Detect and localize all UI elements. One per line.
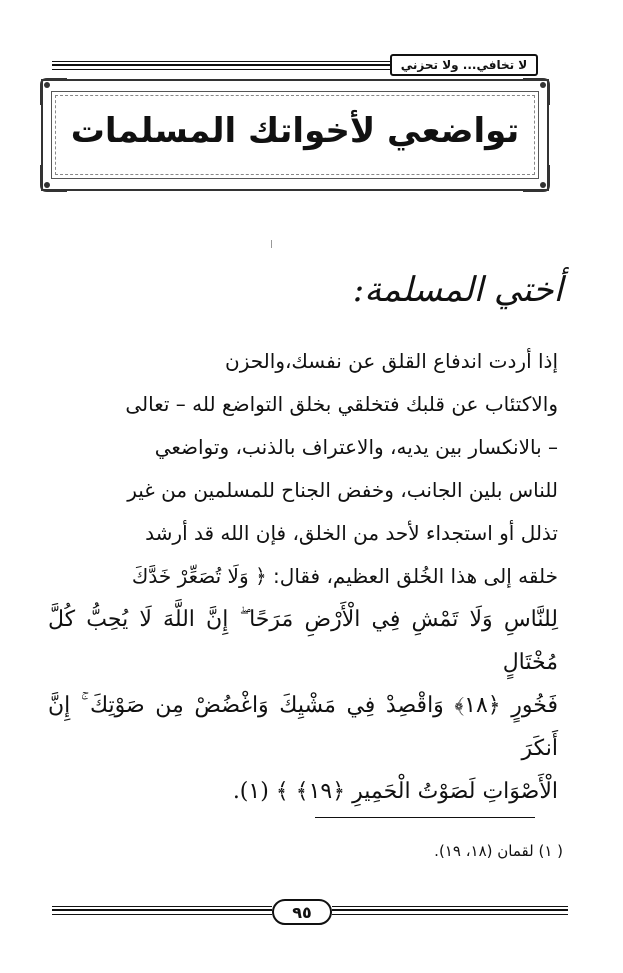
body-line: – بالانكسار بين يديه، والاعتراف بالذنب، وتواضعي — [154, 435, 558, 459]
ornament-corner-icon — [521, 77, 551, 107]
header-rule — [52, 61, 390, 73]
quran-verse-line: الْأَصْوَاتِ لَصَوْتُ الْحَمِيرِ ﴿١٩﴾ ﴾ (١). — [232, 779, 558, 804]
quran-verse-line: فَخُورٍ ﴿١٨﴾ وَاقْصِدْ فِي مَشْيِكَ وَاغْضُضْ مِن صَوْتِكَ ۚ إِنَّ أَنكَرَ — [48, 693, 558, 761]
page-number: ٩٥ — [272, 899, 332, 925]
ornament-corner-icon — [39, 163, 69, 193]
body-text — [48, 340, 558, 813]
running-title: لا تخافي... ولا تحزني — [390, 54, 538, 76]
footer-rule — [332, 906, 568, 916]
footnote: ( ١) لقمان (١٨، ١٩). — [434, 842, 563, 860]
body-line: إذا أردت اندفاع القلق عن نفسك،والحزن — [225, 349, 558, 373]
ornament-corner-icon — [521, 163, 551, 193]
chapter-title: تواضعي لأخواتك المسلمات — [70, 111, 520, 151]
footnote-divider — [315, 817, 535, 818]
scan-speck — [271, 240, 272, 248]
body-line: تذلل أو استجداء لأحد من الخلق، فإن الله قد أرشد — [145, 521, 558, 545]
ornament-corner-icon — [39, 77, 69, 107]
body-line: والاكتئاب عن قلبك فتخلقي بخلق التواضع لله – تعالى — [125, 392, 558, 416]
body-line: خلقه إلى هذا الخُلق العظيم، فقال: ﴿ وَلَا تُصَعِّرْ خَدَّكَ — [131, 564, 558, 588]
chapter-title-frame — [41, 79, 549, 191]
body-line: للناس بلين الجانب، وخفض الجناح للمسلمين من غير — [127, 478, 558, 502]
quran-verse-line: لِلنَّاسِ وَلَا تَمْشِ فِي الْأَرْضِ مَرَحًا ۖ إِنَّ اللَّهَ لَا يُحِبُّ كُلَّ مُخْتَالٍ — [48, 607, 559, 675]
footer-rule — [52, 906, 272, 916]
salutation-heading: أختي المسلمة: — [352, 270, 563, 310]
